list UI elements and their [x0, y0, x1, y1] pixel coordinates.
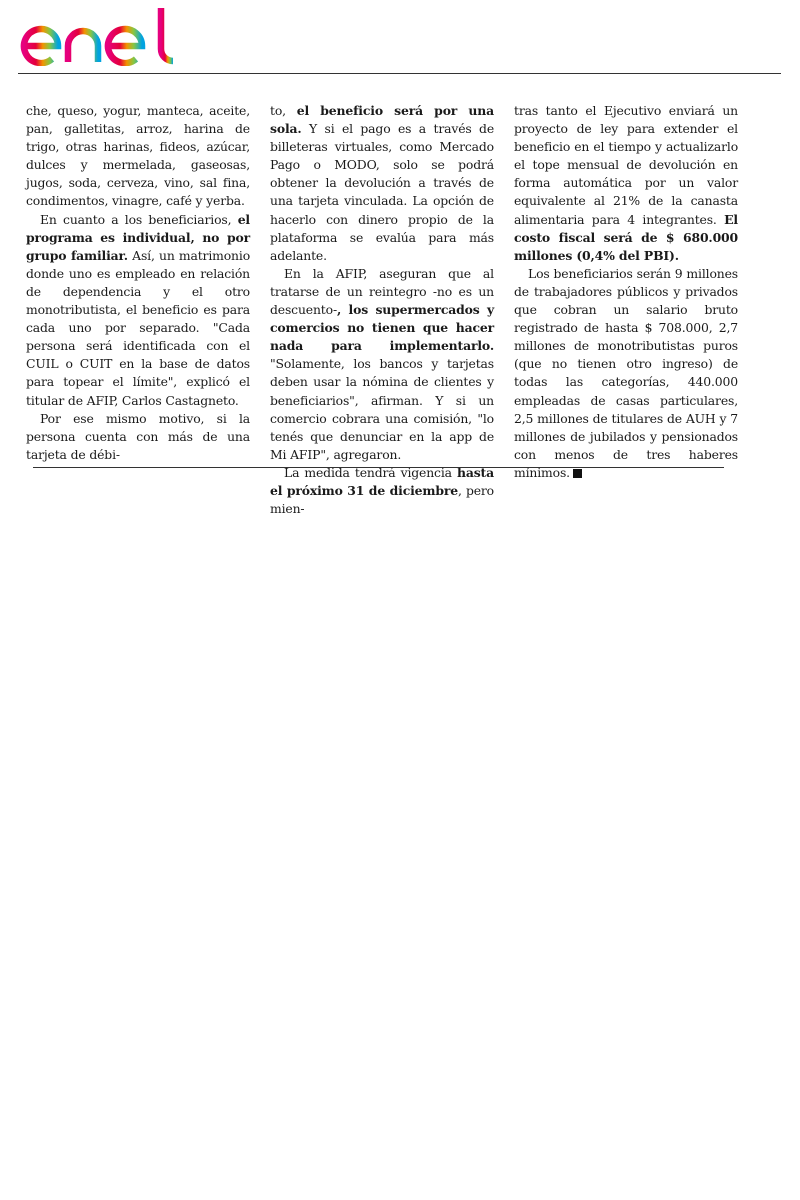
- highlight-text: hasta el próximo 31 de diciembre: [270, 464, 494, 498]
- paragraph: to, el beneficio será por una sola. Y si el pago es a través de billeteras virtuales, como Mercado Pago o MODO, solo se podrá obtener la devolución a través de una tarjeta vinculada. La opción de hacerlo con dinero propio de la plataforma se evalúa para más adelante.: [270, 103, 494, 263]
- paragraph: Los beneficiarios serán 9 millones de trabajadores públicos y privados que cobran un salario bruto registrado de hasta $ 708.000, 2,7 millones de monotributistas puros (que no tienen otro ingreso) de todas las categorías, 440.000 empleadas de casas particulares, 2,5 millones de titulares de AUH y 7 millones de jubilados y pensionados con menos de tres haberes mínimos.: [514, 265, 738, 480]
- article-column-3: [514, 102, 738, 482]
- article-column-1: [26, 102, 250, 464]
- highlight-text: el beneficio será por una sola.: [270, 103, 494, 137]
- paragraph: tras tanto el Ejecutivo enviará un proyecto de ley para extender el beneficio en el tiempo y actualizarlo el tope mensual de devolución en forma automática por un valor equivalente al 21% de la canasta alimentaria para 4 integrantes. El costo fiscal será de $ 680.000 millones (0,4% del PBI).: [514, 103, 738, 263]
- paragraph: En la AFIP, aseguran que al tratarse de un reintegro -no es un descuento-, los supermercados y comercios no tienen que hacer nada para implementarlo. "Solamente, los bancos y tarjetas deben usar la nómina de clientes y beneficiarios", afirman. Y si un comercio cobrara una comisión, "lo tenés que denunciar en la app de Mi AFIP", agregaron.: [270, 265, 494, 462]
- paragraph: Por ese mismo motivo, si la persona cuenta con más de una tarjeta de débi-: [26, 410, 250, 462]
- highlight-text: , los supermercados y comercios no tienen que hacer nada para implementarlo.: [270, 302, 494, 354]
- paragraph: La medida tendrá vigencia hasta el próximo 31 de diciembre, pero mien-: [270, 464, 494, 517]
- paragraph: che, queso, yogur, manteca, aceite, pan, galletitas, arroz, harina de trigo, otras harinas, fideos, azúcar, dulces y mermelada, gaseosas, jugos, soda, cerveza, vino, sal fina, condimentos, vinagre, café y yerba.: [26, 103, 250, 209]
- highlight-text: el programa es individual, no por grupo familiar.: [26, 211, 250, 263]
- paragraph: En cuanto a los beneficiarios, el programa es individual, no por grupo familiar. Así, un matrimonio donde uno es empleado en relación de dependencia y el otro monotributista, el beneficio es para cada uno por separado. "Cada persona será identificada con el CUIL o CUIT en la base de datos para topear el límite", explicó el titular de AFIP, Carlos Castagneto.: [26, 211, 251, 408]
- enel-logo: [16, 4, 182, 66]
- article-column-2: [270, 102, 494, 518]
- header-rule: [18, 73, 781, 74]
- footer-rule: [33, 467, 724, 468]
- end-of-article-mark: [573, 469, 582, 478]
- highlight-text: El costo fiscal será de $ 680.000 millones (0,4% del PBI).: [514, 211, 738, 263]
